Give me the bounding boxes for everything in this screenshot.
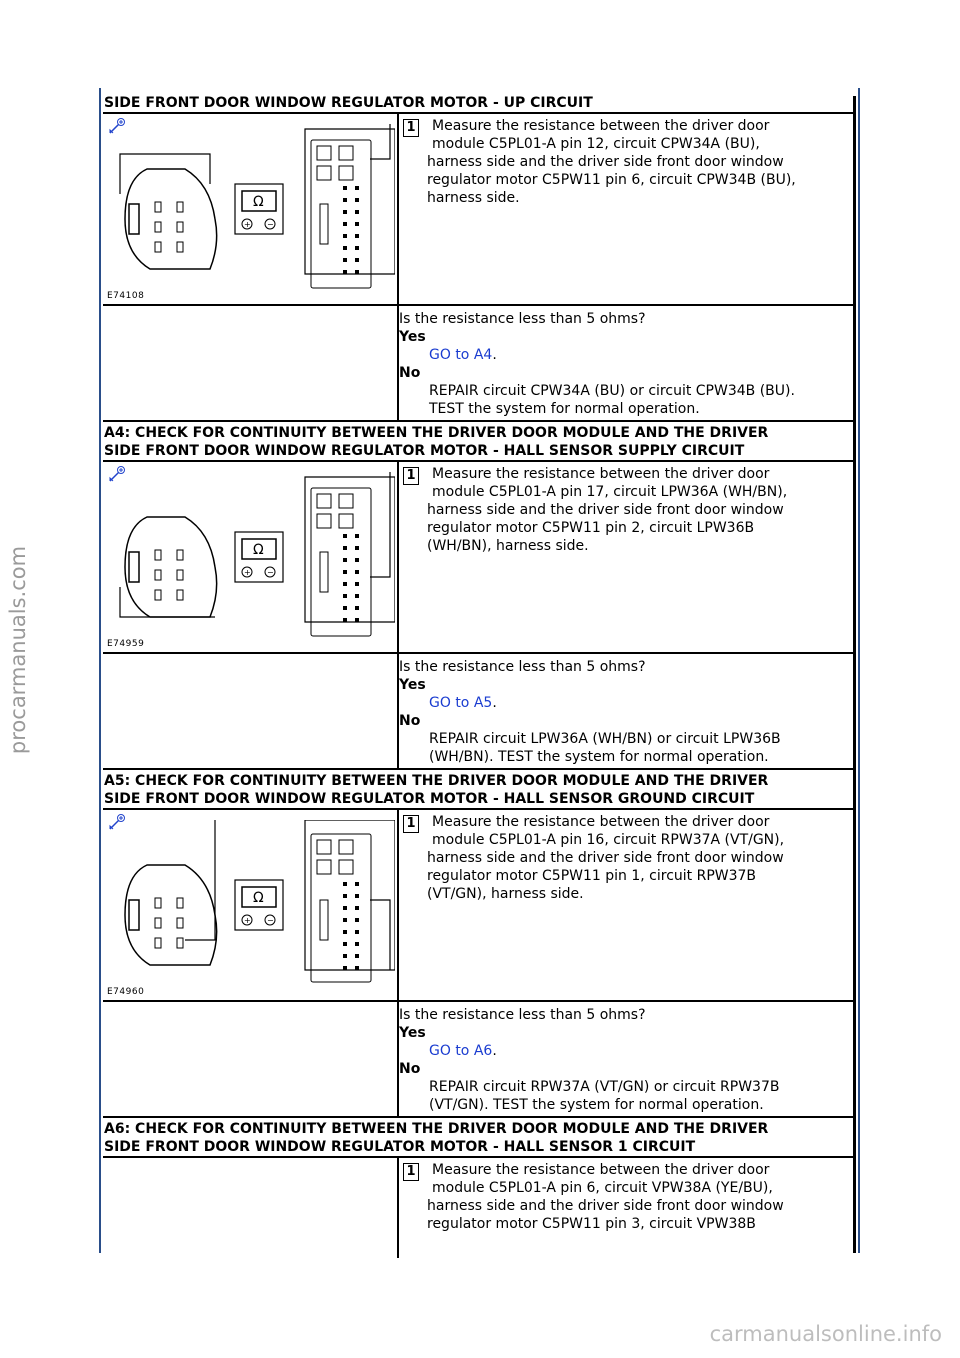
empty-cell (103, 654, 399, 768)
result-row (103, 654, 854, 770)
svg-text:+: + (244, 916, 251, 925)
svg-text:−: − (267, 220, 274, 229)
step-number-badge: 1 (403, 1163, 419, 1181)
yes-label: Yes (399, 677, 426, 693)
no-label: No (399, 1061, 421, 1077)
step-instruction: Measure the resistance between the driver door module C5PL01-A pin 17, circuit LPW36A (WH/BN), harness side and the driver side front door window regulator motor C5PW11 pin 2, circuit LPW36B (WH/BN), harness side. (427, 466, 788, 554)
section-header: SIDE FRONT DOOR WINDOW REGULATOR MOTOR - UP CIRCUIT (103, 92, 854, 114)
svg-text:+: + (244, 568, 251, 577)
step-row (103, 1158, 854, 1258)
step-cell (399, 114, 854, 304)
result-row (103, 1002, 854, 1118)
step-row (103, 810, 854, 1002)
figure-cell (103, 114, 399, 304)
step-cell (399, 1158, 854, 1258)
page-frame-right (858, 88, 860, 1253)
wiring-diagram (115, 124, 395, 294)
step-cell (399, 810, 854, 1000)
wiring-diagram (115, 472, 395, 642)
diagnostic-document (103, 92, 854, 1258)
step-row (103, 114, 854, 306)
question-text: Is the resistance less than 5 ohms? (399, 311, 646, 327)
yes-label: Yes (399, 329, 426, 345)
goto-link[interactable]: GO to A5 (429, 695, 493, 711)
svg-text:−: − (267, 916, 274, 925)
question-text: Is the resistance less than 5 ohms? (399, 1007, 646, 1023)
figure-cell (103, 810, 399, 1000)
svg-text:+: + (244, 220, 251, 229)
step-instruction: Measure the resistance between the driver door module C5PL01-A pin 16, circuit RPW37A (VT/GN), harness side and the driver side front door window regulator motor C5PW11 pin 1, circuit RPW37B (VT/GN), harness side. (427, 814, 785, 902)
result-cell: Is the resistance less than 5 ohms? Yes GO to A6. No REPAIR circuit RPW37A (VT/GN) or circuit RPW37B (VT/GN). TEST the system for normal operation. (399, 1002, 854, 1116)
empty-cell (103, 306, 399, 420)
side-watermark: procarmanuals.com (6, 545, 30, 755)
figure-id: E74960 (107, 987, 145, 997)
figure-id: E74959 (107, 639, 145, 649)
section-header: A5: CHECK FOR CONTINUITY BETWEEN THE DRIVER DOOR MODULE AND THE DRIVER SIDE FRONT DOOR WINDOW REGULATOR MOTOR - HALL SENSOR GROUND CIRCUIT (103, 770, 854, 810)
section-header: A6: CHECK FOR CONTINUITY BETWEEN THE DRIVER DOOR MODULE AND THE DRIVER SIDE FRONT DOOR WINDOW REGULATOR MOTOR - HALL SENSOR 1 CIRCUIT (103, 1118, 854, 1158)
figure-cell (103, 1158, 399, 1258)
result-row (103, 306, 854, 422)
svg-text:Ω: Ω (253, 542, 264, 558)
step-cell (399, 462, 854, 652)
goto-link[interactable]: GO to A4 (429, 347, 493, 363)
no-label: No (399, 365, 421, 381)
step-number-badge: 1 (403, 815, 419, 833)
yes-label: Yes (399, 1025, 426, 1041)
no-label: No (399, 713, 421, 729)
page-frame-left (99, 88, 101, 1253)
svg-text:Ω: Ω (253, 890, 264, 906)
step-number-badge: 1 (403, 119, 419, 137)
wiring-diagram (115, 820, 395, 990)
result-cell: Is the resistance less than 5 ohms? Yes GO to A5. No REPAIR circuit LPW36A (WH/BN) or circuit LPW36B (WH/BN). TEST the system for normal operation. (399, 654, 854, 768)
figure-cell (103, 462, 399, 652)
figure-id: E74108 (107, 291, 145, 301)
goto-link[interactable]: GO to A6 (429, 1043, 493, 1059)
empty-cell (103, 1002, 399, 1116)
svg-text:Ω: Ω (253, 194, 264, 210)
section-header: A4: CHECK FOR CONTINUITY BETWEEN THE DRIVER DOOR MODULE AND THE DRIVER SIDE FRONT DOOR WINDOW REGULATOR MOTOR - HALL SENSOR SUPPLY CIRCUIT (103, 422, 854, 462)
bottom-watermark: carmanualsonline.info (709, 1322, 942, 1346)
step-row (103, 462, 854, 654)
svg-text:−: − (267, 568, 274, 577)
step-number-badge: 1 (403, 467, 419, 485)
question-text: Is the resistance less than 5 ohms? (399, 659, 646, 675)
step-instruction: Measure the resistance between the driver door module C5PL01-A pin 6, circuit VPW38A (YE/BU), harness side and the driver side front door window regulator motor C5PW11 pin 3, circuit VPW38B (427, 1162, 784, 1232)
step-instruction: Measure the resistance between the driver door module C5PL01-A pin 12, circuit CPW34A (BU), harness side and the driver side front door window regulator motor C5PW11 pin 6, circuit CPW34B (BU), harness side. (427, 118, 796, 206)
result-cell: Is the resistance less than 5 ohms? Yes GO to A4. No REPAIR circuit CPW34A (BU) or circuit CPW34B (BU). TEST the system for normal operation. (399, 306, 854, 420)
